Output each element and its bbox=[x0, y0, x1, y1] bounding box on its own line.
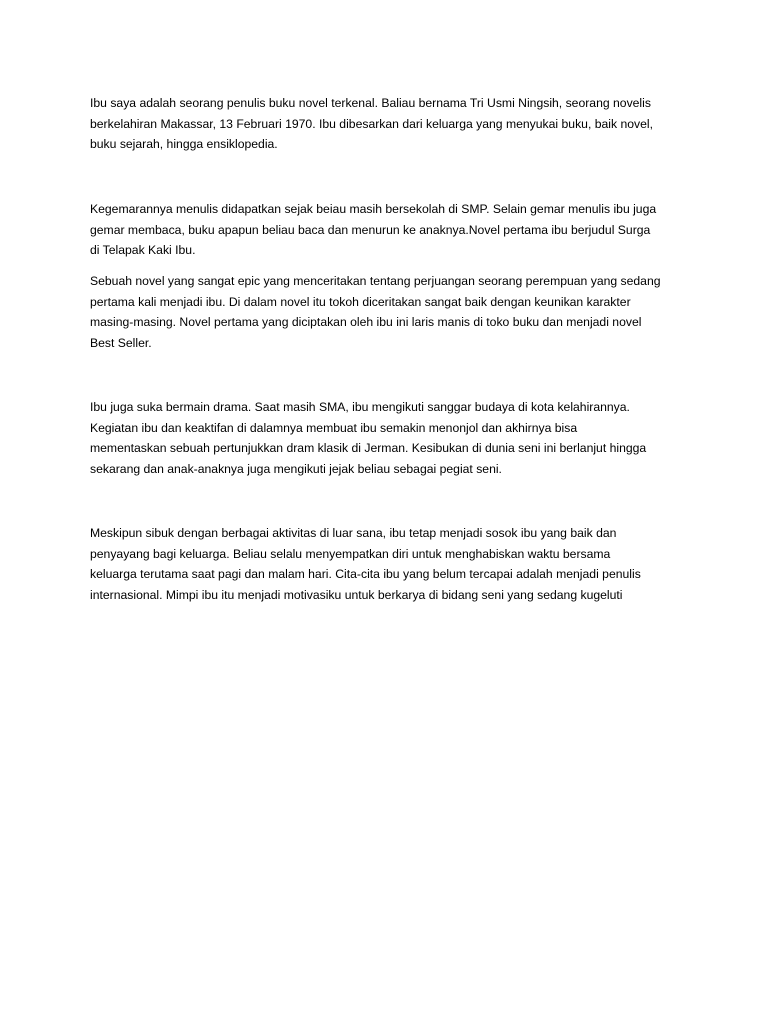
paragraph-line: internasional. Mimpi ibu itu menjadi motivasiku untuk berkarya di bidang seni yang sedang kugeluti bbox=[90, 587, 623, 602]
paragraph-line: mementaskan sebuah pertunjukkan dram klasik di Jerman. Kesibukan di dunia seni ini berlanjut hingga bbox=[90, 441, 647, 455]
paragraph-3 bbox=[90, 271, 690, 353]
paragraph-line: pertama kali menjadi ibu. Di dalam novel itu tokoh diceritakan sangat baik dengan keunikan karakter bbox=[90, 294, 631, 309]
paragraph-line: Kegemarannya menulis didapatkan sejak beiau masih bersekolah di SMP. Selain gemar menulis ibu juga bbox=[90, 202, 657, 216]
paragraph-1 bbox=[90, 93, 690, 155]
paragraph-line: Meskipun sibuk dengan berbagai aktivitas di luar sana, ibu tetap menjadi sosok ibu yang baik dan bbox=[90, 526, 617, 540]
paragraph-line: berkelahiran Makassar, 13 Februari 1970. Ibu dibesarkan dari keluarga yang menyukai buku, baik novel, bbox=[90, 116, 653, 131]
paragraph-line: Ibu saya adalah seorang penulis buku novel terkenal. Baliau bernama Tri Usmi Ningsih, seorang novelis bbox=[90, 96, 651, 110]
paragraph-2 bbox=[90, 199, 690, 261]
paragraph-line: di Telapak Kaki Ibu. bbox=[90, 243, 196, 257]
paragraph-line: gemar membaca, buku apapun beliau baca dan menurun ke anaknya.Novel pertama ibu berjudul Surga bbox=[90, 222, 651, 237]
paragraph-5 bbox=[90, 523, 690, 605]
paragraph-line: sekarang dan anak-anaknya juga mengikuti jejak beliau sebagai pegiat seni. bbox=[90, 461, 502, 476]
paragraph-line: Ibu juga suka bermain drama. Saat masih SMA, ibu mengikuti sanggar budaya di kota kelahirannya. bbox=[90, 400, 630, 414]
paragraph-line: Sebuah novel yang sangat epic yang menceritakan tentang perjuangan seorang perempuan yang sedang bbox=[90, 274, 661, 288]
paragraph-line: masing-masing. Novel pertama yang diciptakan oleh ibu ini laris manis di toko buku dan menjadi novel bbox=[90, 315, 642, 329]
paragraph-line: buku sejarah, hingga ensiklopedia. bbox=[90, 137, 278, 151]
paragraph-line: penyayang bagi keluarga. Beliau selalu menyempatkan diri untuk menghabiskan waktu bersama bbox=[90, 546, 611, 561]
paragraph-line: Kegiatan ibu dan keaktifan di dalamnya membuat ibu semakin menonjol dan akhirnya bisa bbox=[90, 420, 578, 435]
paragraph-line: keluarga terutama saat pagi dan malam hari. Cita-cita ibu yang belum tercapai adalah menjadi penulis bbox=[90, 567, 641, 581]
paragraph-line: Best Seller. bbox=[90, 335, 152, 350]
paragraph-4 bbox=[90, 397, 690, 479]
